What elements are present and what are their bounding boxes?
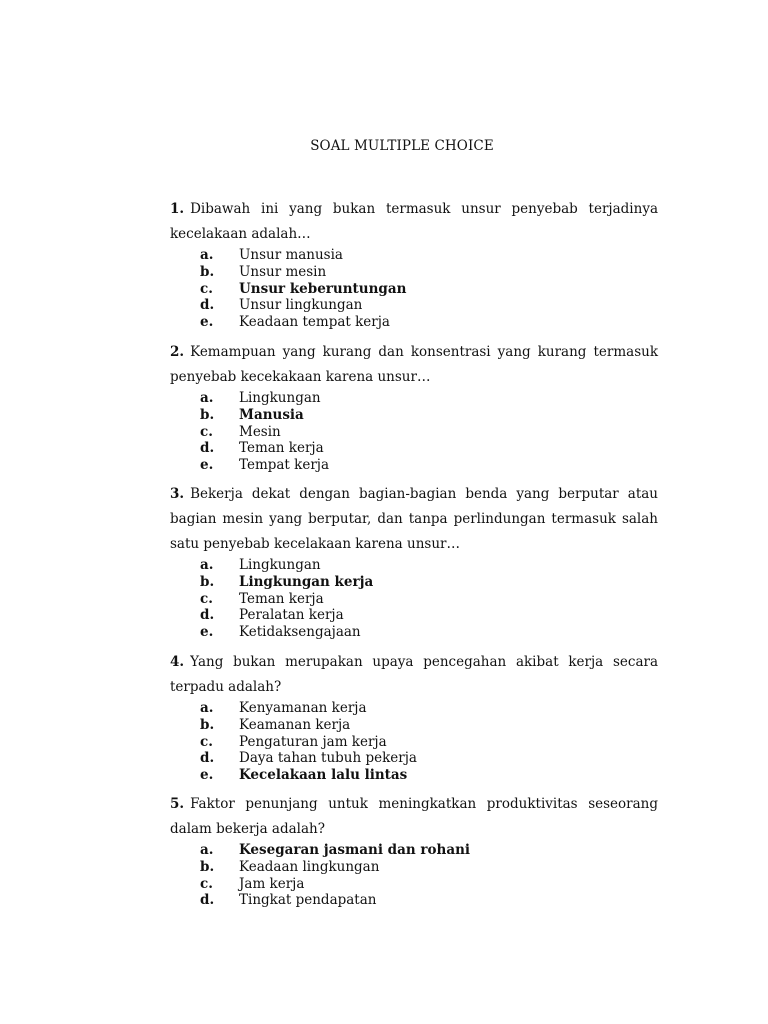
option-letter: a. xyxy=(200,557,214,573)
answer-option xyxy=(170,700,658,717)
answer-option xyxy=(170,767,658,784)
answer-option xyxy=(170,734,658,751)
option-text: Teman kerja xyxy=(239,440,324,457)
question-text xyxy=(170,340,658,390)
option-letter: d. xyxy=(200,440,215,457)
option-list xyxy=(170,700,658,784)
option-letter: a. xyxy=(200,390,214,406)
option-text: Ketidaksengajaan xyxy=(239,624,361,641)
option-letter: e. xyxy=(200,767,214,784)
option-letter: d. xyxy=(200,297,215,314)
option-text: Tingkat pendapatan xyxy=(239,892,377,909)
option-text-correct: Kecelakaan lalu lintas xyxy=(239,767,408,784)
question-text xyxy=(170,792,658,842)
option-list xyxy=(170,390,658,474)
option-text: Lingkungan xyxy=(239,390,321,406)
option-letter: c. xyxy=(200,875,213,892)
option-text-correct: Lingkungan kerja xyxy=(239,573,374,590)
answer-option xyxy=(170,424,658,441)
option-letter: c. xyxy=(200,280,213,297)
option-text: Tempat kerja xyxy=(239,457,330,474)
answer-option xyxy=(170,892,658,909)
option-text-correct: Kesegaran jasmani dan rohani xyxy=(239,842,471,858)
option-text: Unsur lingkungan xyxy=(239,297,363,314)
option-text-correct: Unsur keberuntungan xyxy=(239,280,407,297)
answer-option xyxy=(170,876,658,893)
option-text: Teman kerja xyxy=(239,590,324,607)
answer-option xyxy=(170,281,658,298)
question-body: Kemampuan yang kurang dan konsentrasi yang kurang termasuk penyebab kecekakaan karena unsur… xyxy=(170,344,658,385)
option-text: Mesin xyxy=(239,423,281,440)
option-letter: e. xyxy=(200,314,214,331)
answer-option xyxy=(170,440,658,457)
option-text-correct: Manusia xyxy=(239,406,304,423)
document-title: SOAL MULTIPLE CHOICE xyxy=(310,138,494,154)
option-text: Unsur manusia xyxy=(239,247,343,263)
option-text: Jam kerja xyxy=(239,875,305,892)
question-body: Dibawah ini yang bukan termasuk unsur penyebab terjadinya kecelakaan adalah… xyxy=(170,201,658,242)
option-letter: d. xyxy=(200,607,215,624)
question-number: 5. xyxy=(170,796,185,812)
question-text xyxy=(170,482,658,557)
option-text: Kenyamanan kerja xyxy=(239,700,367,716)
option-letter: c. xyxy=(200,733,213,750)
option-letter: b. xyxy=(200,263,215,280)
question-2 xyxy=(170,340,658,474)
answer-option xyxy=(170,750,658,767)
option-text: Keamanan kerja xyxy=(239,716,351,733)
question-number: 2. xyxy=(170,344,185,360)
question-1 xyxy=(170,197,658,331)
option-letter: b. xyxy=(200,716,215,733)
option-letter: b. xyxy=(200,573,215,590)
question-body: Faktor penunjang untuk meningkatkan produktivitas seseorang dalam bekerja adalah? xyxy=(170,796,658,837)
question-number: 3. xyxy=(170,486,185,502)
answer-option xyxy=(170,264,658,281)
option-letter: b. xyxy=(200,406,215,423)
option-text: Keadaan tempat kerja xyxy=(239,314,390,331)
question-text xyxy=(170,650,658,700)
option-text: Peralatan kerja xyxy=(239,607,344,624)
answer-option xyxy=(170,574,658,591)
answer-option xyxy=(170,607,658,624)
answer-option xyxy=(170,390,658,407)
question-5 xyxy=(170,792,658,909)
answer-option xyxy=(170,247,658,264)
option-letter: e. xyxy=(200,624,214,641)
option-letter: a. xyxy=(200,700,214,716)
option-letter: b. xyxy=(200,858,215,875)
answer-option xyxy=(170,859,658,876)
option-text: Keadaan lingkungan xyxy=(239,858,380,875)
question-number: 1. xyxy=(170,201,185,217)
question-body: Bekerja dekat dengan bagian-bagian benda yang berputar atau bagian mesin yang berputar, dan tanpa perlindungan termasuk salah satu penyebab kecelakaan karena unsur… xyxy=(170,486,658,552)
option-letter: a. xyxy=(200,247,214,263)
option-letter: c. xyxy=(200,423,213,440)
option-letter: a. xyxy=(200,842,214,858)
option-letter: c. xyxy=(200,590,213,607)
answer-option xyxy=(170,314,658,331)
answer-option xyxy=(170,842,658,859)
question-number: 4. xyxy=(170,654,185,670)
option-text: Pengaturan jam kerja xyxy=(239,733,387,750)
answer-option xyxy=(170,297,658,314)
option-text: Unsur mesin xyxy=(239,263,327,280)
option-letter: d. xyxy=(200,892,215,909)
answer-option xyxy=(170,407,658,424)
answer-option xyxy=(170,591,658,608)
option-list xyxy=(170,247,658,331)
question-3 xyxy=(170,482,658,641)
answer-option xyxy=(170,557,658,574)
answer-option xyxy=(170,457,658,474)
answer-option xyxy=(170,624,658,641)
question-text xyxy=(170,197,658,247)
option-list xyxy=(170,842,658,909)
answer-option xyxy=(170,717,658,734)
option-text: Daya tahan tubuh pekerja xyxy=(239,750,417,767)
option-letter: e. xyxy=(200,457,214,474)
question-4 xyxy=(170,650,658,784)
option-letter: d. xyxy=(200,750,215,767)
option-text: Lingkungan xyxy=(239,557,321,573)
option-list xyxy=(170,557,658,641)
question-body: Yang bukan merupakan upaya pencegahan akibat kerja secara terpadu adalah? xyxy=(170,654,658,695)
